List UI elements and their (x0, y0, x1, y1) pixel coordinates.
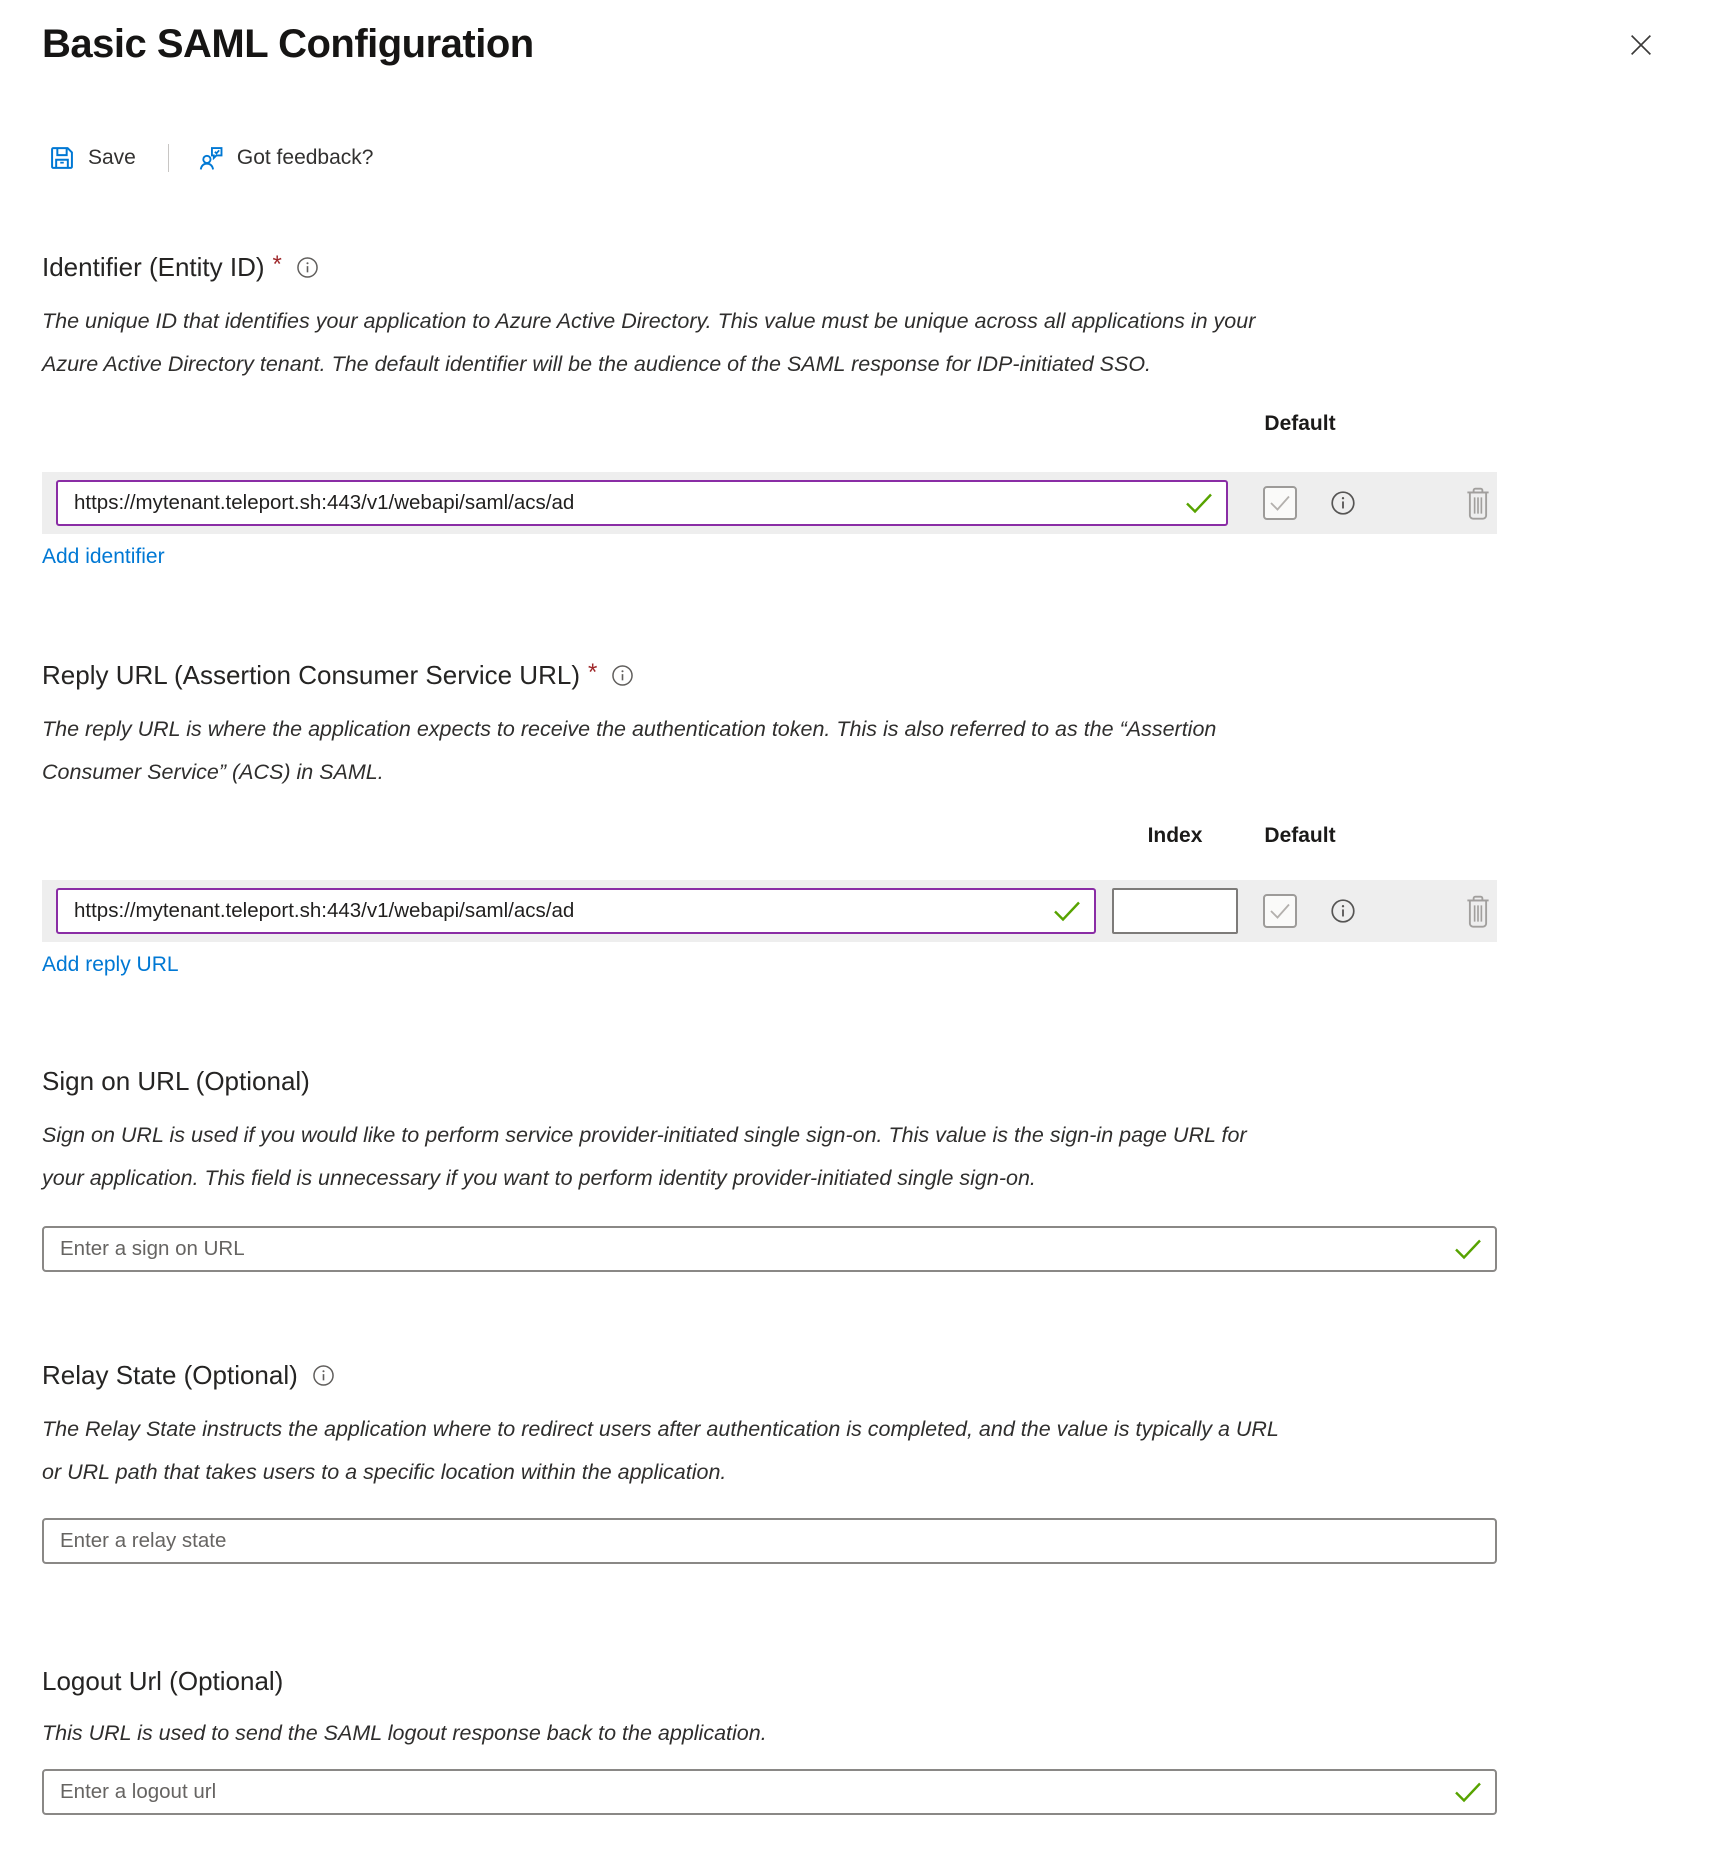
checkbox-check-icon (1269, 494, 1291, 512)
add-reply-url-link[interactable]: Add reply URL (42, 953, 179, 976)
sign-on-url-description: Sign on URL is used if you would like to perform service provider-initiated single sign-on. This value is the sign-in page URL for your application. This field is unnecessary if you want to perform identity provider-initiated single sign-on. (42, 1123, 1247, 1190)
reply-url-section-heading (42, 658, 1497, 692)
reply-url-description: The reply URL is where the application expects to receive the authentication token. This is also referred to as the “Assertion Consumer Service” (ACS) in SAML. (42, 717, 1217, 784)
relay-state-input[interactable] (42, 1518, 1497, 1564)
identifier-default-info-icon[interactable] (1330, 490, 1356, 516)
reply-url-info-icon[interactable] (611, 664, 634, 687)
logout-url-section-heading (42, 1664, 1497, 1698)
identifier-default-checkbox[interactable] (1263, 486, 1297, 520)
sign-on-url-section-heading (42, 1064, 1497, 1098)
save-button[interactable] (42, 144, 142, 172)
close-button[interactable] (1626, 28, 1660, 62)
reply-index-input[interactable] (1112, 888, 1238, 934)
feedback-icon (197, 144, 225, 172)
reply-default-info-icon[interactable] (1330, 898, 1356, 924)
identifier-column-headers (42, 412, 1497, 442)
required-asterisk: * (272, 251, 282, 278)
reply-default-checkbox[interactable] (1263, 894, 1297, 928)
add-identifier-link[interactable]: Add identifier (42, 545, 165, 568)
identifier-info-icon[interactable] (296, 256, 319, 279)
identifier-section-heading (42, 250, 1497, 284)
index-column-header: Index (1147, 824, 1203, 847)
sign-on-url-input[interactable] (42, 1226, 1497, 1272)
identifier-heading-text: Identifier (Entity ID) (42, 252, 265, 282)
page-title: Basic SAML Configuration (42, 22, 534, 66)
close-icon (1626, 30, 1656, 60)
command-bar (42, 138, 1497, 178)
relay-state-heading-text: Relay State (Optional) (42, 1360, 298, 1390)
trash-icon (1463, 893, 1493, 929)
identifier-delete-button[interactable] (1463, 485, 1493, 521)
save-button-label: Save (88, 146, 136, 169)
default-column-header: Default (1264, 824, 1336, 847)
toolbar-divider (168, 144, 169, 172)
got-feedback-label: Got feedback? (236, 146, 374, 169)
identifier-url-input[interactable] (56, 480, 1228, 526)
logout-url-description: This URL is used to send the SAML logout response back to the application. (42, 1721, 767, 1745)
logout-url-input[interactable] (42, 1769, 1497, 1815)
trash-icon (1463, 485, 1493, 521)
sign-on-url-heading-text: Sign on URL (Optional) (42, 1066, 310, 1096)
logout-url-heading-text: Logout Url (Optional) (42, 1666, 284, 1696)
reply-url-input[interactable] (56, 888, 1096, 934)
default-column-header: Default (1264, 412, 1336, 435)
reply-url-row (42, 880, 1497, 942)
required-asterisk: * (587, 659, 598, 686)
relay-state-description: The Relay State instructs the application where to redirect users after authentication is completed, and the value is typically a URL or URL path that takes users to a specific location within the application. (42, 1417, 1279, 1484)
reply-url-heading-text: Reply URL (Assertion Consumer Service URL) (42, 660, 580, 690)
got-feedback-button[interactable] (191, 144, 380, 172)
reply-column-headers (42, 824, 1497, 854)
save-icon (48, 144, 76, 172)
identifier-description: The unique ID that identifies your application to Azure Active Directory. This value must be unique across all applications in your Azure Active Directory tenant. The default identifier will be the audience of the SAML response for IDP-initiated SSO. (42, 309, 1256, 376)
relay-state-info-icon[interactable] (312, 1364, 335, 1387)
relay-state-section-heading (42, 1358, 1497, 1392)
checkbox-check-icon (1269, 902, 1291, 920)
identifier-row (42, 472, 1497, 534)
reply-delete-button[interactable] (1463, 893, 1493, 929)
